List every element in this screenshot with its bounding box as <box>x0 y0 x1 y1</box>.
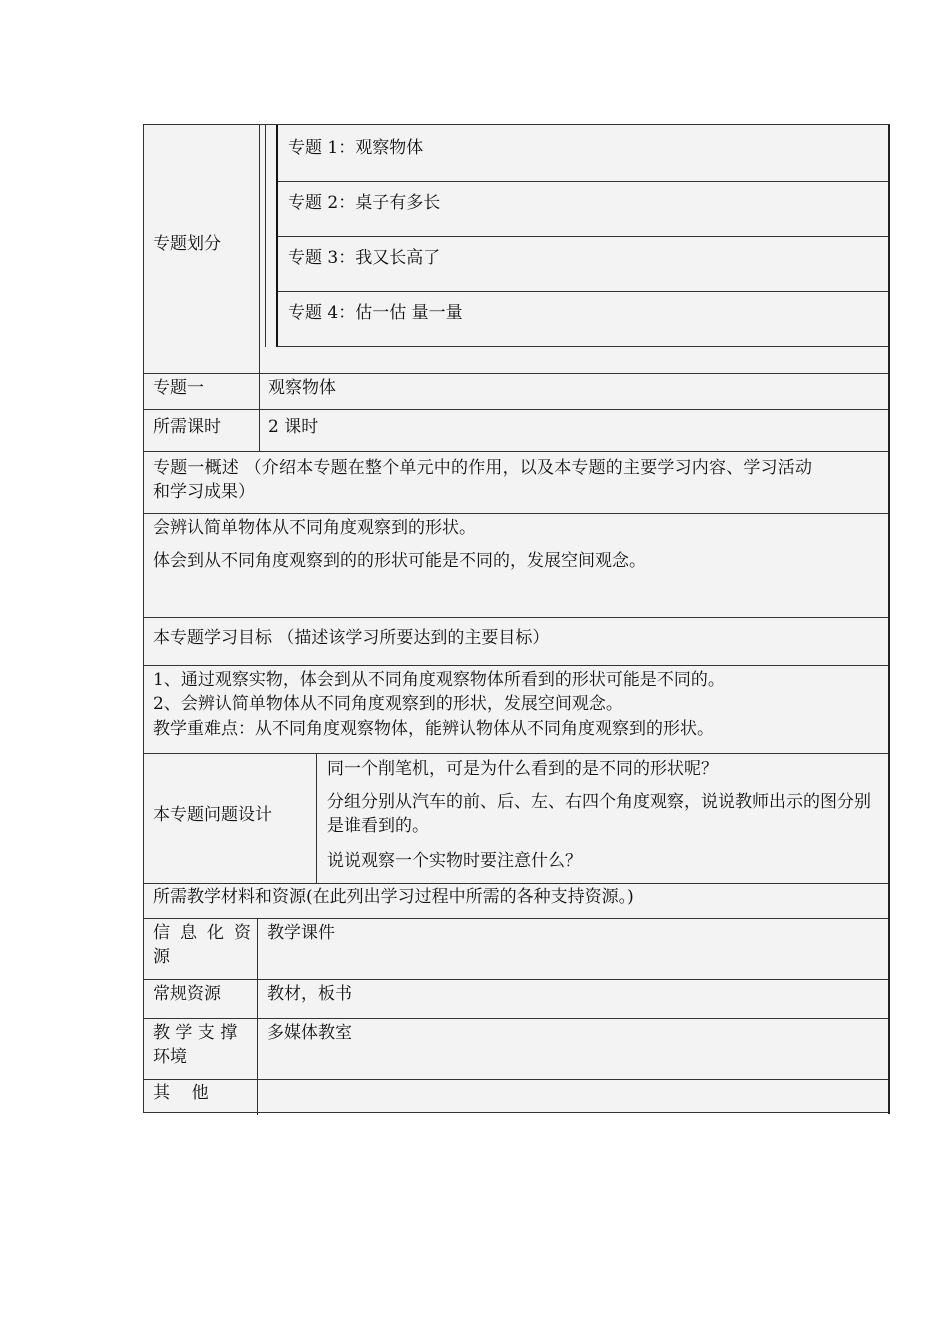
question-item: 同一个削笔机，可是为什么看到的是不同的形状呢？ <box>327 759 718 779</box>
goals-heading-row <box>144 617 889 665</box>
hours-value: 2 课时 <box>268 417 319 437</box>
hours-label: 所需课时 <box>153 417 221 437</box>
question-item: 分组分别从汽车的前、后、左、右四个角度观察，说说教师出示的图分别是谁看到的。 <box>327 792 871 836</box>
hours-row <box>144 409 889 451</box>
resource-label: 教 学 支 撑环境 <box>153 1023 238 1067</box>
resource-label: 常规资源 <box>153 984 221 1004</box>
goal-line: 教学重难点：从不同角度观察物体，能辨认物体从不同角度观察到的形状。 <box>153 719 714 739</box>
topic-item: 专题 2：桌子有多长 <box>278 181 888 237</box>
overview-content-row <box>144 513 889 617</box>
overview-heading-line2: 和学习成果） <box>153 482 255 502</box>
resource-row <box>144 1079 889 1114</box>
question-item: 说说观察一个实物时要注意什么？ <box>327 851 582 871</box>
resources-heading-row <box>144 883 889 918</box>
topic-item: 专题 4：估一估 量一量 <box>288 303 463 323</box>
goals-heading: 本专题学习目标 （描述该学习所要达到的主要目标） <box>153 628 550 648</box>
topic-one-label: 专题一 <box>153 378 204 398</box>
overview-line: 体会到从不同角度观察到的的形状可能是不同的，发展空间观念。 <box>153 551 646 571</box>
overview-heading-line1: 专题一概述 （介绍本专题在整个单元中的作用，以及本专题的主要学习内容、学习活动 <box>153 458 813 478</box>
resource-value: 教材，板书 <box>267 984 352 1004</box>
topic-one-row <box>144 373 889 409</box>
resource-label: 其 他 <box>153 1083 209 1103</box>
resource-value: 教学课件 <box>267 923 335 943</box>
goals-content-row <box>144 665 889 753</box>
topics-label: 专题划分 <box>153 234 221 254</box>
goal-line: 1、通过观察实物，体会到从不同角度观察物体所看到的形状可能是不同的。 <box>153 670 725 690</box>
resource-row <box>144 1018 889 1079</box>
questions-row <box>144 753 889 883</box>
topic-item: 专题 1：观察物体 <box>278 125 888 182</box>
resource-row <box>144 918 889 979</box>
overview-heading-row <box>144 451 889 513</box>
resource-label: 信 息 化 资源 <box>153 923 251 967</box>
resources-heading: 所需教学材料和资源(在此列出学习过程中所需的各种支持资源。) <box>153 887 634 907</box>
resource-row <box>144 979 889 1018</box>
topics-inner-table <box>276 125 890 347</box>
lesson-plan-table <box>143 124 890 1113</box>
resource-value: 多媒体教室 <box>267 1023 352 1043</box>
overview-line: 会辨认简单物体从不同角度观察到的形状。 <box>153 518 476 538</box>
goal-line: 2、会辨认简单物体从不同角度观察到的形状，发展空间观念。 <box>153 694 623 714</box>
topic-one-value: 观察物体 <box>268 378 336 398</box>
questions-label: 本专题问题设计 <box>153 805 272 825</box>
topic-item: 专题 3：我又长高了 <box>278 236 888 292</box>
topics-row <box>144 125 889 373</box>
